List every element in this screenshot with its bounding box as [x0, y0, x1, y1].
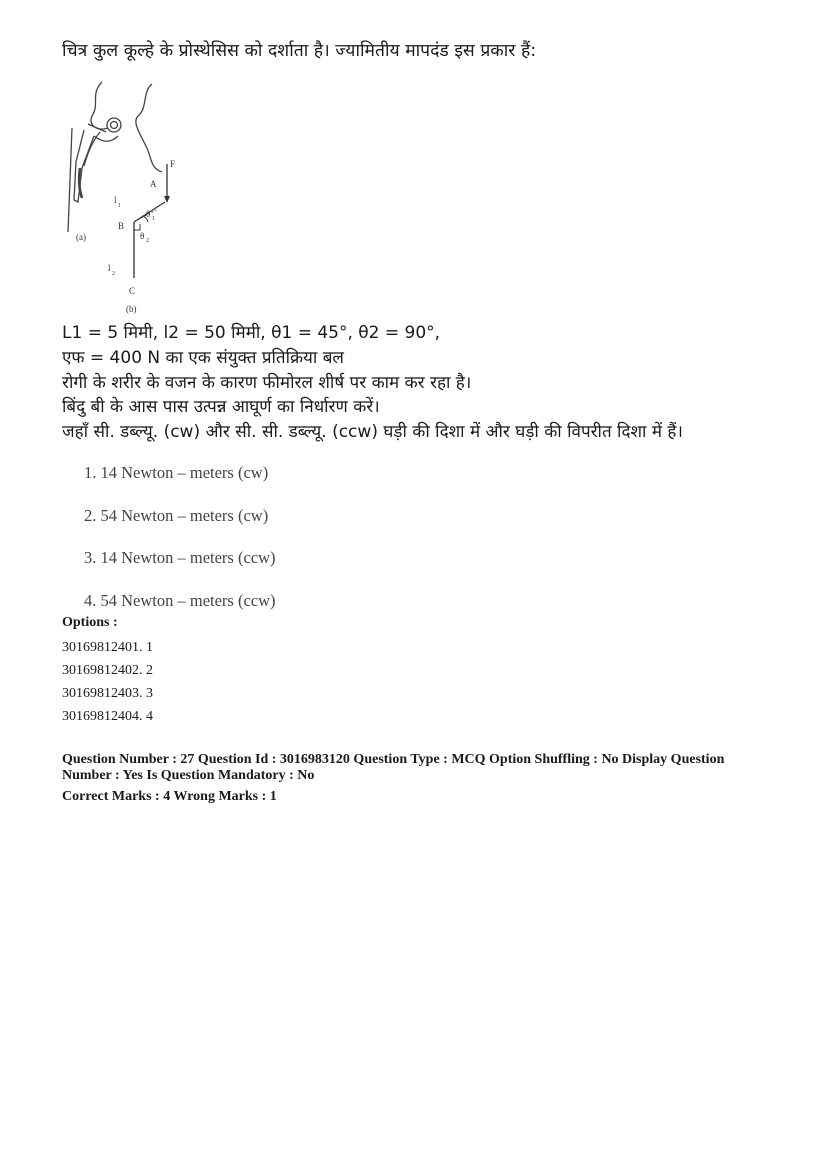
label-l1: l — [114, 195, 117, 205]
hip-prosthesis-figure — [62, 72, 192, 320]
option-id: 30169812401. 1 — [62, 640, 153, 655]
choice-item: 2. 54 Newton – meters (cw) — [84, 505, 269, 525]
choice-item: 1. 14 Newton – meters (cw) — [84, 463, 269, 482]
options-label: Options : — [62, 615, 118, 630]
label-C: C — [129, 286, 136, 296]
question-line: जहाँ सी. डब्ल्यू. (cw) और सी. सी. डब्ल्यू. (ccw) घड़ी की दिशा में और घड़ी की विपरीत दिशा में हैं। — [62, 421, 683, 442]
label-l1-sub: 1 — [118, 203, 121, 209]
label-l2: l — [108, 263, 111, 273]
choice-item: 3. 14 Newton – meters (ccw) — [84, 548, 276, 567]
question-meta-line-1: Question Number : 27 Question Id : 3016983120 Question Type : MCQ Option Shuffling : No Display Question — [62, 752, 725, 767]
question-heading: चित्र कुल कूल्हे के प्रोस्थेसिस को दर्शाता है। ज्यामितीय मापदंड इस प्रकार हैं: — [62, 41, 537, 61]
label-A: A — [150, 179, 157, 189]
answer-choices — [84, 462, 276, 632]
choice-item: 4. 54 Newton – meters (ccw) — [84, 590, 276, 610]
option-id: 30169812403. 3 — [62, 686, 153, 701]
label-B: B — [118, 221, 125, 231]
label-theta1: θ — [146, 209, 151, 219]
question-line: रोगी के शरीर के वजन के कारण फीमोरल शीर्ष पर काम कर रहा है। — [62, 372, 472, 393]
question-meta-line-2: Number : Yes Is Question Mandatory : No — [62, 768, 315, 783]
label-a: (a) — [76, 232, 86, 242]
label-theta2-sub: 2 — [146, 238, 149, 244]
option-id: 30169812404. 4 — [62, 709, 153, 724]
label-b: (b) — [126, 304, 137, 314]
label-l2-sub: 2 — [112, 271, 115, 277]
option-id: 30169812402. 2 — [62, 663, 153, 678]
label-theta2: θ — [140, 231, 145, 241]
question-line: एफ = 400 N का एक संयुक्त प्रतिक्रिया बल — [62, 348, 344, 368]
question-body — [62, 346, 683, 444]
diagram-labels — [108, 159, 175, 314]
parameters-line: L1 = 5 मिमी, l2 = 50 मिमी, θ1 = 45°, θ2 = 90°, — [62, 323, 441, 343]
label-theta1-sub: 1 — [152, 216, 155, 222]
label-F: F — [170, 159, 176, 169]
marks-line: Correct Marks : 4 Wrong Marks : 1 — [62, 789, 277, 804]
question-line: बिंदु बी के आस पास उत्पन्न आघूर्ण का निर्धारण करें। — [62, 397, 380, 417]
